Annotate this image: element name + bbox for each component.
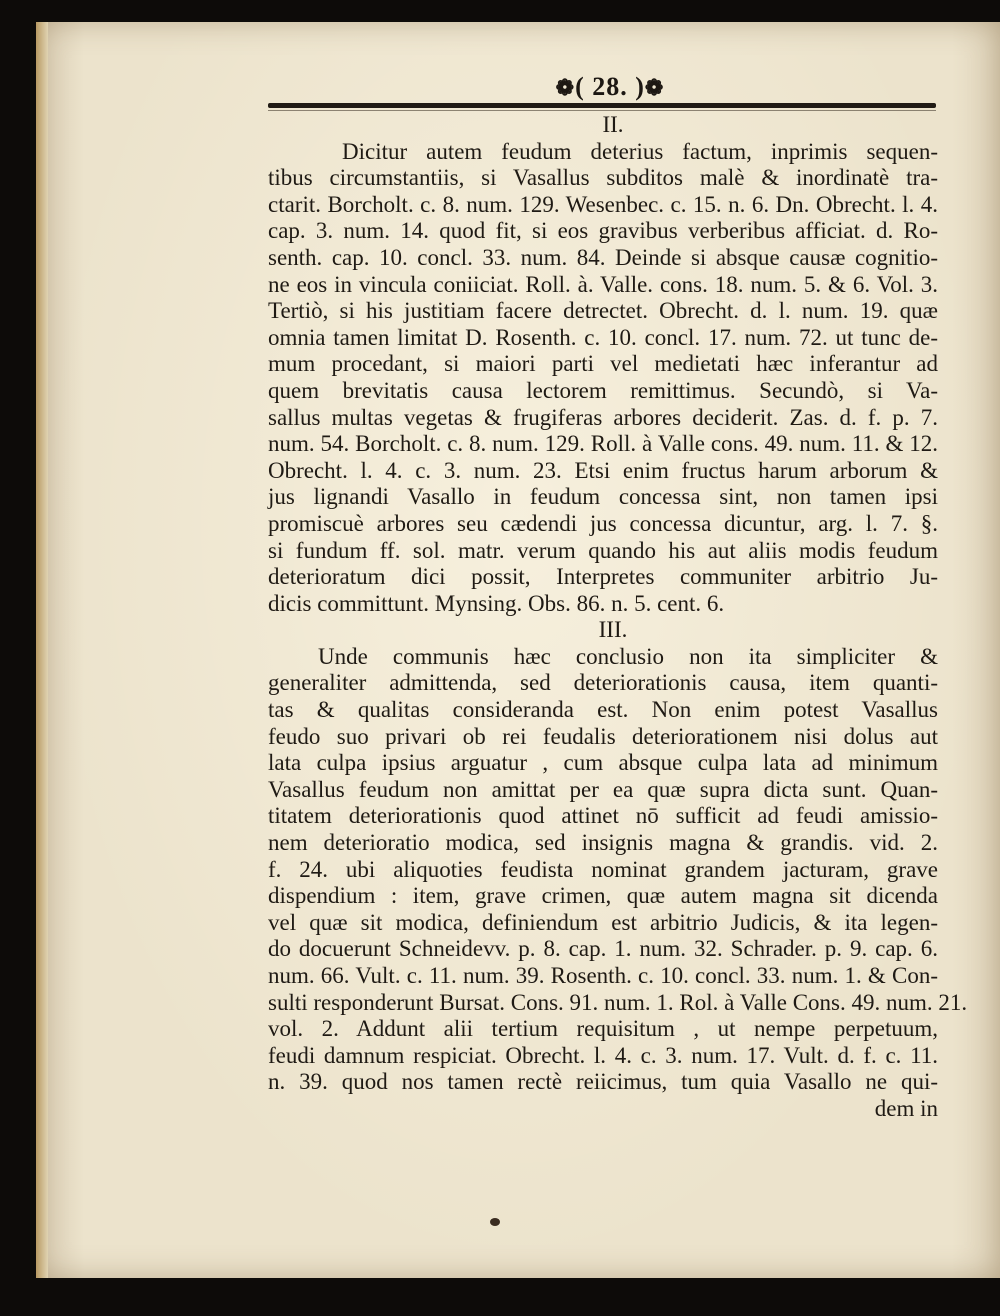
text-line: nem deterioratio modica, sed insignis magna & grandis. vid. 2. (268, 830, 938, 856)
text-line: lata culpa ipsius arguatur , cum absque culpa lata ad minimum (268, 750, 938, 776)
ornament-right-icon: ❁ (644, 75, 665, 100)
text-line: n. 39. quod nos tamen rectè reiicimus, tum quia Vasallo ne qui- (268, 1069, 938, 1095)
body-text (268, 112, 968, 1123)
text-line: tas & qualitas consideranda est. Non enim potest Vasallus (268, 697, 938, 723)
text-line: Unde communis hæc conclusio non ita simpliciter & (318, 643, 938, 669)
text-line: generaliter admittenda, sed deteriorationis causa, item quanti- (268, 670, 938, 696)
text-line: sallus multas vegetas & frugiferas arbores deciderit. Zas. d. f. p. 7. (268, 404, 938, 430)
text-line: deterioratum dici possit, Interpretes communiter arbitrio Ju- (268, 564, 938, 590)
text-line: num. 66. Vult. c. 11. num. 39. Rosenth. c. 10. concl. 33. num. 1. & Con- (268, 963, 938, 988)
text-line: do docuerunt Schneidevv. p. 8. cap. 1. num. 32. Schrader. p. 9. cap. 6. (268, 936, 938, 962)
text-line: Dicitur autem feudum deterius factum, inprimis sequen- (342, 138, 938, 164)
header-rule-thin (268, 110, 936, 111)
ink-spot (490, 1218, 500, 1226)
page-header (540, 72, 680, 102)
text-line: feudo suo privari ob rei feudalis deteriorationem nisi dolus aut (268, 723, 938, 749)
section-heading: III. (598, 617, 628, 643)
text-line: vol. 2. Addunt alii tertium requisitum , ut nempe perpetuum, (268, 1016, 938, 1042)
text-line: titatem deteriorationis quod attinet nō sufficit ad feudi amissio- (268, 803, 938, 829)
text-line: promiscuè arbores seu cædendi jus concessa dicuntur, arg. l. 7. §. (268, 510, 938, 536)
text-line: si fundum ff. sol. matr. verum quando his aut aliis modis feudum (268, 537, 938, 563)
page-number: ( 28. ) (575, 72, 645, 101)
text-line: quem brevitatis causa lectorem remittimus. Secundò, si Va- (268, 377, 938, 403)
text-line: dicis committunt. Mynsing. Obs. 86. n. 5. cent. 6. (268, 590, 725, 616)
text-line: num. 54. Borcholt. c. 8. num. 129. Roll. à Valle cons. 49. num. 11. & 12. (268, 431, 938, 457)
text-line: ctarit. Borcholt. c. 8. num. 129. Wesenbec. c. 15. n. 6. Dn. Obrecht. l. 4. (268, 191, 938, 217)
ornament-left-icon: ❁ (555, 75, 576, 100)
text-line: feudi damnum respiciat. Obrecht. l. 4. c. 3. num. 17. Vult. d. f. c. 11. (268, 1042, 938, 1068)
text-line: mum procedant, si maiori parti vel medietati hæc inferantur ad (268, 351, 938, 377)
text-line: senth. cap. 10. concl. 33. num. 84. Deinde si absque causæ cognitio- (268, 244, 938, 270)
page-binding-edge (36, 22, 48, 1278)
text-line: f. 24. ubi aliquoties feudista nominat grandem jacturam, grave (268, 856, 938, 882)
section-heading: II. (602, 112, 624, 137)
text-line: vel quæ sit modica, definiendum est arbitrio Judicis, & ita legen- (268, 909, 938, 935)
catchword: dem in (874, 1095, 938, 1121)
text-line: Obrecht. l. 4. c. 3. num. 23. Etsi enim fructus harum arborum & (268, 457, 938, 483)
text-line: omnia tamen limitat D. Rosenth. c. 10. concl. 17. num. 72. ut tunc de- (268, 324, 938, 350)
text-line: Tertiò, si his justitiam facere detrectet. Obrecht. d. l. num. 19. quæ (268, 298, 938, 324)
text-line: cap. 3. num. 14. quod fit, si eos gravibus verberibus afficiat. d. Ro- (268, 218, 938, 244)
text-line: sulti responderunt Bursat. Cons. 91. num. 1. Rol. à Valle Cons. 49. num. 21. (268, 989, 968, 1015)
text-line: Vasallus feudum non amittat per ea quæ supra dicta sunt. Quan- (268, 776, 938, 802)
text-line: tibus circumstantiis, si Vasallus subditos malè & inordinatè tra- (268, 165, 938, 191)
header-rule (268, 103, 936, 108)
text-line: dispendium : item, grave crimen, quæ autem magna sit dicenda (268, 883, 938, 909)
text-line: ne eos in vincula coniiciat. Roll. à. Valle. cons. 18. num. 5. & 6. Vol. 3. (268, 271, 938, 297)
text-line: jus lignandi Vasallo in feudum concessa sint, non tamen ipsi (268, 484, 938, 510)
